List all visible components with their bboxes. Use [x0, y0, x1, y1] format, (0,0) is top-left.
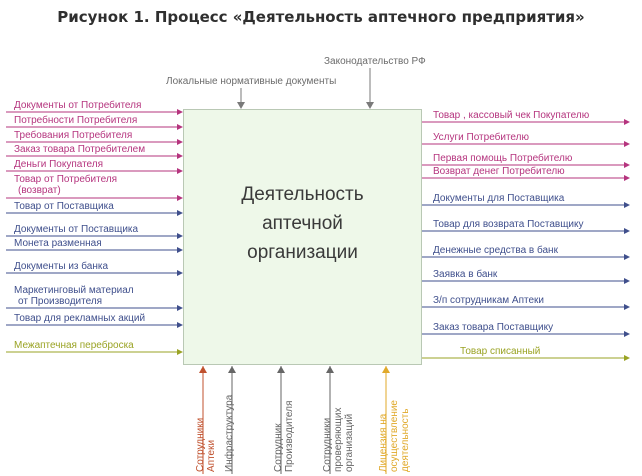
process-title-line-2: аптечной	[262, 213, 343, 234]
output-arrow-head	[624, 175, 630, 181]
mechanism-label-line: деятельность	[400, 408, 411, 472]
input-arrow-head	[177, 195, 183, 201]
input-label	[14, 238, 102, 249]
input-label	[14, 340, 134, 351]
input-label	[14, 201, 114, 212]
input-label	[14, 144, 145, 155]
input-label-line: Заказ товара Потребителем	[14, 144, 146, 155]
input-label-line: Монета разменная	[14, 238, 102, 249]
input-label-line: (возврат)	[18, 185, 61, 196]
mechanism-label-line: Инфраструктура	[224, 394, 235, 472]
input-arrow-head	[177, 322, 183, 328]
control-label-legislation: Законодательство РФ	[324, 56, 426, 67]
input-label-line: Маркетинговый материал	[14, 285, 134, 296]
input-label	[14, 100, 141, 111]
input-label	[14, 224, 138, 235]
output-arrow-head	[624, 304, 630, 310]
output-arrow-head	[624, 162, 630, 168]
input-arrow-head	[177, 210, 183, 216]
input-label	[14, 159, 103, 170]
input-label	[14, 261, 108, 272]
output-arrow-head	[624, 355, 630, 361]
input-label-line: Документы из банка	[14, 261, 109, 272]
input-label-line: Потребности Потребителя	[14, 115, 138, 126]
mechanism-label-line: Сотрудники	[322, 417, 333, 472]
input-label	[14, 130, 132, 141]
input-label-line: от Производителя	[18, 296, 103, 307]
output-label: Возврат денег Потребителю	[433, 166, 565, 177]
input-label	[14, 115, 137, 126]
mechanism-label-line: Лицензия на	[378, 413, 389, 472]
output-label: Документы для Поставщика	[433, 193, 565, 204]
control-arrow-head	[237, 102, 245, 109]
mechanism-arrow-head	[382, 366, 390, 373]
mechanism-label-line: Аптеки	[206, 439, 217, 472]
input-arrow-head	[177, 124, 183, 130]
control-label-local-documents: Локальные нормативные документы	[166, 76, 337, 87]
input-arrow-head	[177, 139, 183, 145]
process-title-line-1: Деятельность	[241, 184, 364, 205]
control-arrow-head	[366, 102, 374, 109]
input-label	[14, 285, 134, 307]
mechanism-label-line: организаций	[344, 413, 355, 472]
mechanism-label-line: проверяющих	[333, 407, 344, 472]
output-label: Первая помощь Потребителю	[433, 153, 573, 164]
output-arrow-head	[624, 202, 630, 208]
input-arrow-head	[177, 349, 183, 355]
output-arrow-head	[624, 119, 630, 125]
output-arrow-head	[624, 228, 630, 234]
input-label-line: Товар от Поставщика	[14, 201, 114, 212]
output-label: Заказ товара Поставщику	[433, 322, 554, 333]
output-label: Товар для возврата Поставщику	[433, 219, 584, 230]
input-arrow-head	[177, 305, 183, 311]
output-arrow-head	[624, 331, 630, 337]
input-arrow-head	[177, 270, 183, 276]
input-label-line: Требования Потребителя	[14, 130, 133, 141]
mechanism-arrow-head	[277, 366, 285, 373]
mechanism-arrow-head	[199, 366, 207, 373]
output-label: З/п сотрудникам Аптеки	[433, 295, 544, 306]
mechanism-arrow-head	[228, 366, 236, 373]
process-title-line-3: организации	[247, 242, 358, 263]
input-label-line: Деньги Покупателя	[14, 159, 104, 170]
output-label: Товар , кассовый чек Покупателю	[433, 110, 590, 121]
input-label-line: Товар для рекламных акций	[14, 313, 146, 324]
output-label: Денежные средства в банк	[433, 245, 558, 256]
input-arrow-head	[177, 153, 183, 159]
input-arrow-head	[177, 247, 183, 253]
output-label: Товар списанный	[460, 346, 541, 357]
input-label	[14, 313, 145, 324]
mechanism-label-line: Сотрудник	[273, 423, 284, 472]
mechanism-label-line: осуществление	[389, 400, 400, 472]
input-label-line: Документы от Поставщика	[14, 224, 139, 235]
output-label: Заявка в банк	[433, 269, 498, 280]
figure-title: Рисунок 1. Процесс «Деятельность аптечного предприятия»	[57, 8, 585, 26]
output-arrow-head	[624, 278, 630, 284]
output-arrow-head	[624, 254, 630, 260]
mechanism-arrow-head	[326, 366, 334, 373]
input-label-line: Межаптечная переброска	[14, 340, 134, 351]
input-arrow-head	[177, 109, 183, 115]
input-label-line: Товар от Потребителя	[14, 174, 118, 185]
output-label: Услуги Потребителю	[433, 132, 529, 143]
input-label-line: Документы от Потребителя	[14, 100, 142, 111]
mechanism-label-line: Производителя	[284, 400, 295, 472]
mechanism-label-line: Сотрудники	[195, 417, 206, 472]
output-arrow-head	[624, 141, 630, 147]
input-arrow-head	[177, 233, 183, 239]
input-label	[14, 174, 117, 196]
input-arrow-head	[177, 168, 183, 174]
